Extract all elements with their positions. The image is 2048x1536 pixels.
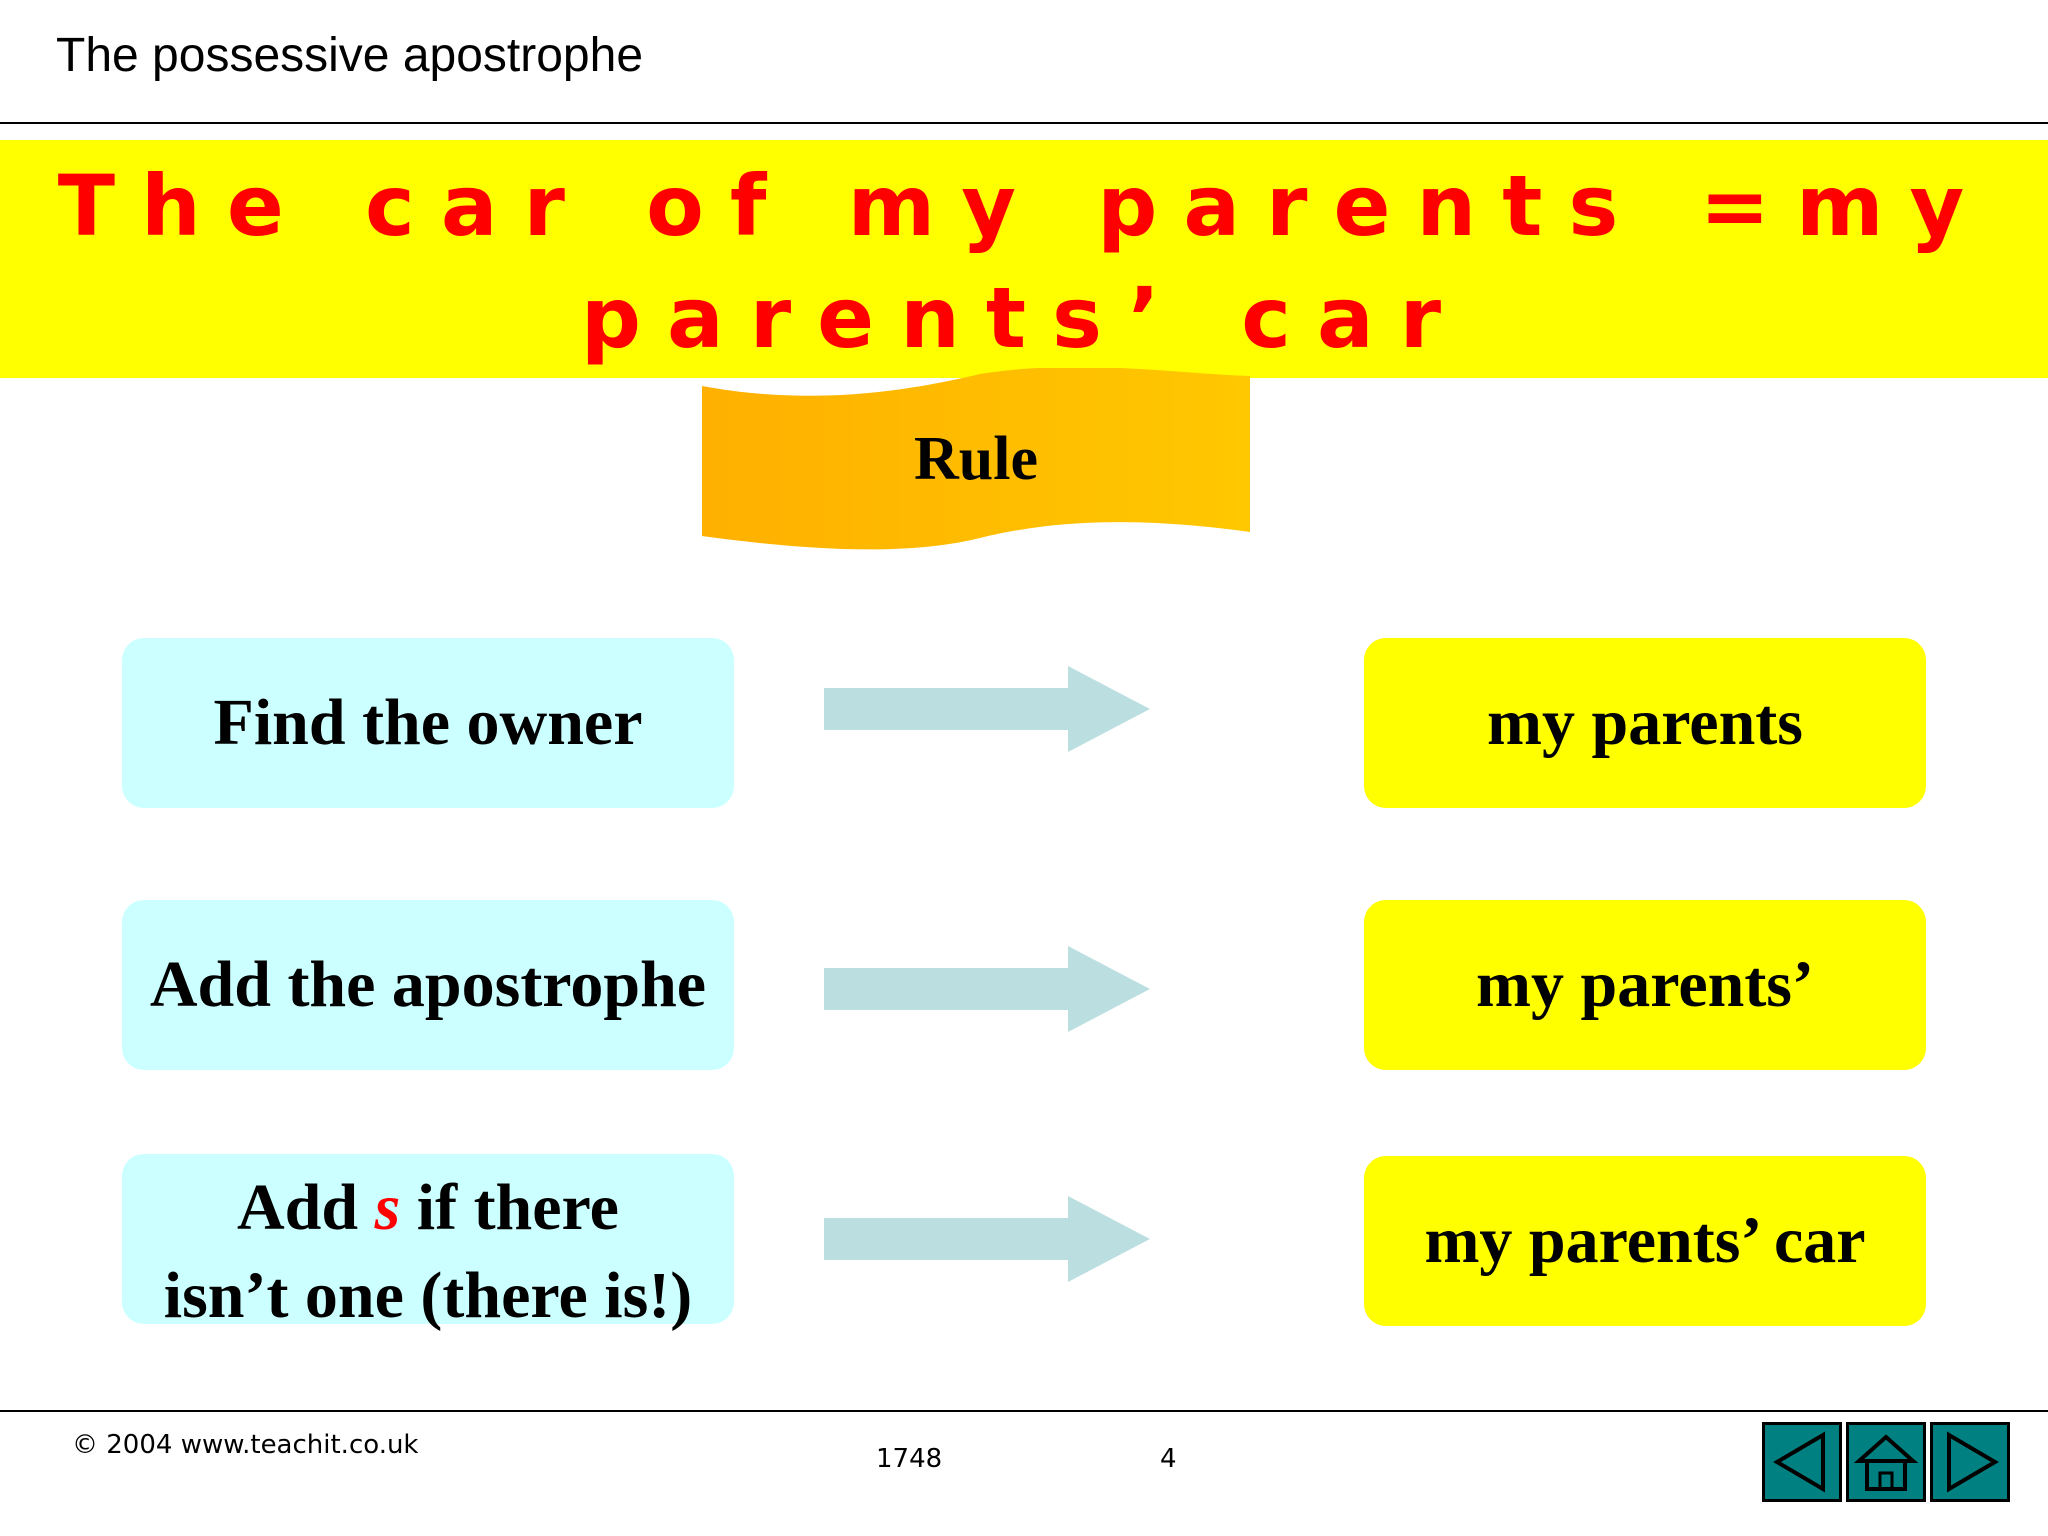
arrow-right-icon xyxy=(824,946,1150,1032)
result-text: my parents xyxy=(1487,686,1803,759)
home-icon xyxy=(1849,1425,1923,1499)
step-text: Add the apostrophe xyxy=(149,948,707,1021)
header-divider xyxy=(0,122,2048,124)
next-slide-button[interactable] xyxy=(1930,1422,2010,1502)
step-text-line-1: Add s if there xyxy=(237,1171,619,1244)
highlight-s: s xyxy=(374,1171,401,1244)
home-button[interactable] xyxy=(1846,1422,1926,1502)
footer-copyright: © 2004 www.teachit.co.uk xyxy=(72,1430,419,1460)
result-text: my parents’ xyxy=(1476,948,1814,1021)
step-text: Find the owner xyxy=(213,686,643,759)
page-title: The possessive apostrophe xyxy=(56,29,644,82)
rule-label: Rule xyxy=(914,425,1038,493)
step-box-add-apostrophe xyxy=(122,900,734,1070)
triangle-right-icon xyxy=(1933,1425,2007,1499)
step-text-line-2: isn’t one (there is!) xyxy=(163,1259,693,1332)
result-box-final xyxy=(1364,1156,1926,1326)
triangle-left-icon xyxy=(1765,1425,1839,1499)
headline-line-1: The car of my parents =my xyxy=(57,157,1991,255)
footer-resource-code: 1748 xyxy=(876,1444,943,1474)
step-box-add-s xyxy=(122,1154,734,1332)
result-box-owner xyxy=(1364,638,1926,808)
prev-slide-button[interactable] xyxy=(1762,1422,1842,1502)
headline-line-2: parents’ car xyxy=(580,269,1468,367)
arrow-right-icon xyxy=(824,666,1150,752)
footer-divider xyxy=(0,1410,2048,1412)
page-number: 4 xyxy=(1160,1444,1177,1474)
result-text: my parents’ car xyxy=(1424,1204,1866,1277)
step-text xyxy=(122,1164,734,1334)
step-box-find-owner xyxy=(122,638,734,808)
arrow-right-icon xyxy=(824,1196,1150,1282)
headline-text xyxy=(0,150,2048,374)
result-box-apostrophe xyxy=(1364,900,1926,1070)
